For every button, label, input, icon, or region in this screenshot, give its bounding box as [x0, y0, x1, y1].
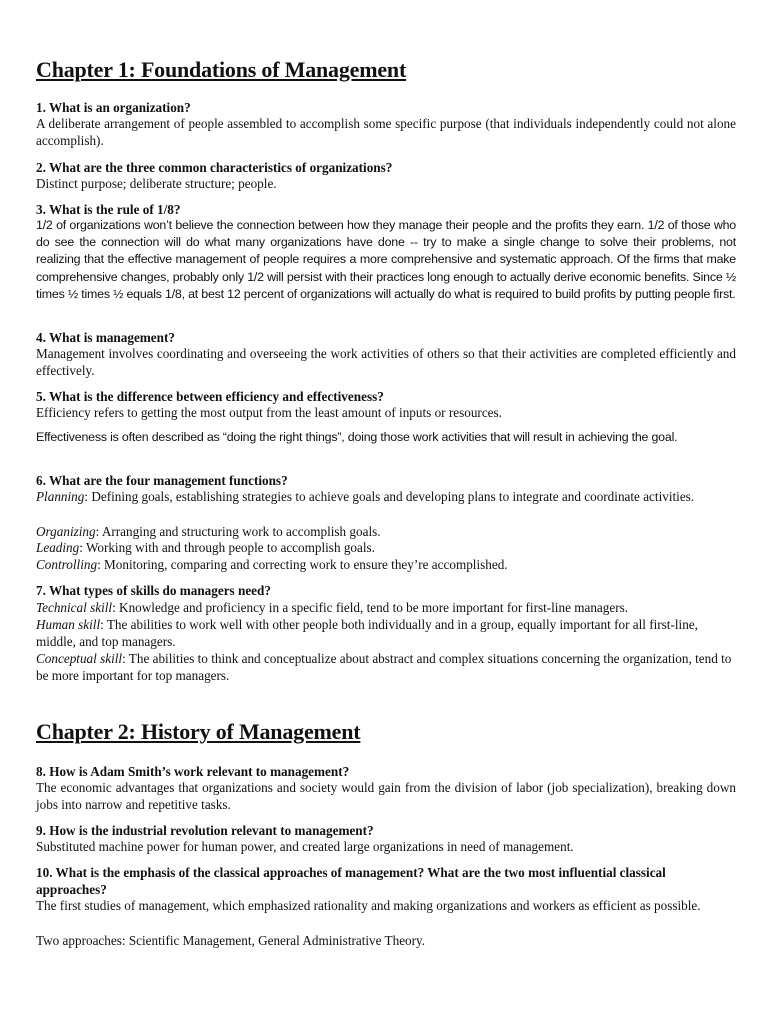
- answer-10-studies: The first studies of management, which emphasized rationality and making organizations and workers as efficient as possible.: [36, 898, 701, 913]
- term-technical-skill: Technical skill: [36, 600, 113, 615]
- question-8: 8. How is Adam Smith’s work relevant to management?: [36, 764, 350, 779]
- function-leading: [36, 539, 736, 556]
- definition-organizing: : Arranging and structuring work to accomplish goals.: [95, 524, 381, 539]
- answer-8: The economic advantages that organizations and society would gain from the division of labor (job specialization), breaking down jobs into narrow and repetitive tasks.: [36, 780, 736, 813]
- question-4: 4. What is management?: [36, 330, 175, 345]
- question-2: 2. What are the three common characteristics of organizations?: [36, 160, 393, 175]
- answer-5-efficiency: Efficiency refers to getting the most output from the least amount of inputs or resources.: [36, 405, 502, 420]
- question-1: 1. What is an organization?: [36, 100, 191, 115]
- term-planning: Planning: [36, 489, 85, 504]
- definition-planning: : Defining goals, establishing strategies to achieve goals and developing plans to integrate and coordinate activities.: [84, 489, 695, 504]
- definition-leading: : Working with and through people to accomplish goals.: [79, 540, 375, 555]
- question-5: 5. What is the difference between efficiency and effectiveness?: [36, 389, 384, 404]
- term-human-skill: Human skill: [36, 617, 101, 632]
- question-7: 7. What types of skills do managers need?: [36, 583, 271, 598]
- definition-controlling: : Monitoring, comparing and correcting work to ensure they’re accomplished.: [97, 557, 508, 572]
- answer-1: A deliberate arrangement of people assembled to accomplish some specific purpose (that individuals independently could not alone accomplish).: [36, 116, 736, 149]
- question-9: 9. How is the industrial revolution relevant to management?: [36, 823, 374, 838]
- question-10: 10. What is the emphasis of the classical approaches of management? What are the two most influential classical approaches?: [36, 865, 666, 897]
- skill-human: [36, 616, 736, 650]
- function-controlling: [36, 556, 736, 573]
- term-controlling: Controlling: [36, 557, 98, 572]
- answer-9: Substituted machine power for human power, and created large organizations in need of management.: [36, 839, 574, 854]
- function-organizing: [36, 523, 736, 540]
- answer-2: Distinct purpose; deliberate structure; people.: [36, 176, 277, 191]
- question-3: 3. What is the rule of 1/8?: [36, 202, 181, 217]
- skill-conceptual: [36, 650, 736, 684]
- function-planning: [36, 488, 736, 505]
- answer-4: Management involves coordinating and overseeing the work activities of others so that their activities are completed efficiently and effectively.: [36, 346, 736, 379]
- question-6: 6. What are the four management functions?: [36, 473, 288, 488]
- definition-human-skill: : The abilities to work well with other people both individually and in a group, equally important for all first-line, middle, and top managers.: [36, 617, 698, 650]
- definition-conceptual-skill: : The abilities to think and conceptualize about abstract and complex situations concerning the organization, tend to be more important for top managers.: [36, 651, 732, 684]
- term-leading: Leading: [36, 540, 80, 555]
- definition-technical-skill: : Knowledge and proficiency in a specific field, tend to be more important for first-line managers.: [112, 600, 629, 615]
- answer-3: 1/2 of organizations won’t believe the connection between how they manage their people and the profits they earn. 1/2 of those who do see the connection will do what many organizations have done -- try to make a single change to solve their problems, not realizing that the effective management of people requires a more comprehensive and systematic approach. Of the firms that make comprehensive changes, probably only 1/2 will persist with their practices long enough to actually derive economic benefits. Since ½ times ½ times ½ equals 1/8, at best 12 percent of organizations will actually do what is required to build profits by putting people first.: [36, 218, 736, 301]
- chapter-2-title: Chapter 2: History of Management: [36, 719, 361, 744]
- answer-5-effectiveness: Effectiveness is often described as “doing the right things”, doing those work activities that will result in achieving the goal.: [36, 430, 678, 444]
- skill-technical: [36, 599, 736, 616]
- term-conceptual-skill: Conceptual skill: [36, 651, 123, 666]
- answer-10-approaches: Two approaches: Scientific Management, General Administrative Theory.: [36, 933, 426, 948]
- term-organizing: Organizing: [36, 524, 96, 539]
- chapter-1-title: Chapter 1: Foundations of Management: [36, 57, 407, 82]
